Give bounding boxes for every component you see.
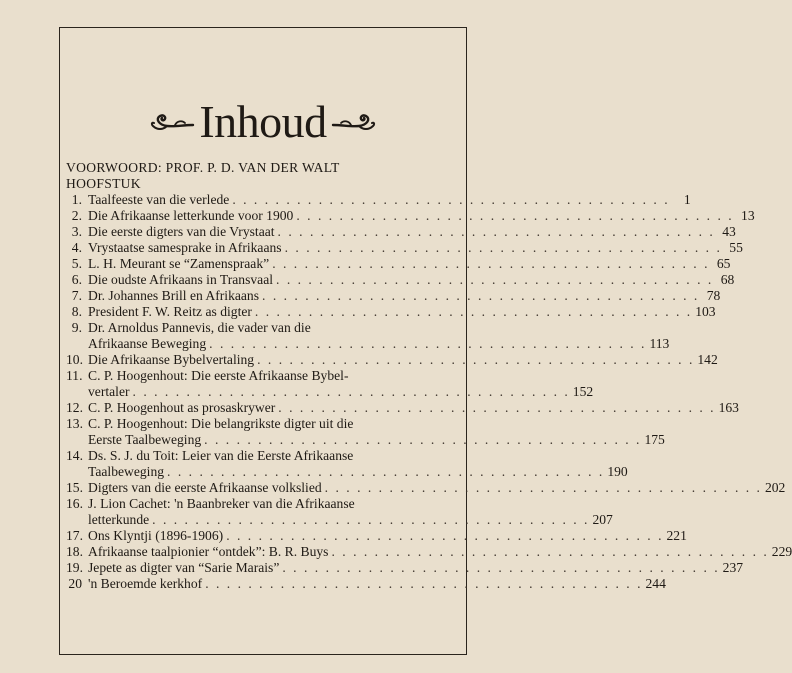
page-number: 244 xyxy=(645,576,666,591)
page-number: 113 xyxy=(649,336,670,351)
toc-entry xyxy=(66,304,716,320)
page-number: 68 xyxy=(720,272,735,287)
chapter-title: C. P. Hoogenhout: Die belangrikste digter uit die xyxy=(88,416,354,431)
toc-entry xyxy=(66,208,755,224)
page-number: 43 xyxy=(722,224,736,239)
chapter-title: L. H. Meurant se “Zamenspraak” xyxy=(88,256,270,271)
chapter-number: 7. xyxy=(71,288,82,303)
toc-entry xyxy=(66,352,718,368)
chapter-entry xyxy=(88,400,739,416)
chapter-entry xyxy=(88,288,720,304)
hoofstuk-label: HOOFSTUK xyxy=(66,176,141,191)
chapter-number: 5. xyxy=(71,256,82,271)
leader-dots: . . . . . . . . . . . . . . . . . . . . . . . . . . . . . . . . . . . . . . . . . xyxy=(257,352,695,367)
chapter-title: Afrikaanse Beweging xyxy=(88,336,207,351)
page-number: 103 xyxy=(695,304,716,319)
chapter-title: Vrystaatse samesprake in Afrikaans xyxy=(88,240,282,255)
page-number: 190 xyxy=(607,464,628,479)
leader-dots: . . . . . . . . . . . . . . . . . . . . . . . . . . . . . . . . . . . . . . . . . xyxy=(278,400,716,415)
chapter-title: Die oudste Afrikaans in Transvaal xyxy=(88,272,274,287)
chapter-number: 2. xyxy=(71,208,82,223)
table-of-contents xyxy=(66,160,792,592)
chapter-entry xyxy=(88,224,736,240)
chapter-title: Die Afrikaanse Bybelvertaling xyxy=(88,352,255,367)
chapter-number: 13. xyxy=(66,416,83,431)
chapter-number: 15. xyxy=(66,480,83,495)
leader-dots: . . . . . . . . . . . . . . . . . . . . . . . . . . . . . . . . . . . . . . . . . xyxy=(204,432,642,447)
leader-dots: . . . . . . . . . . . . . . . . . . . . . . . . . . . . . . . . . . . . . . . . . xyxy=(277,224,715,239)
toc-entry xyxy=(66,416,665,448)
page-number: 221 xyxy=(666,528,687,543)
chapter-entry xyxy=(88,352,718,368)
chapter-title: Dr. Johannes Brill en Afrikaans xyxy=(88,288,260,303)
chapter-title: 'n Beroemde kerkhof xyxy=(88,576,203,591)
chapter-title: letterkunde xyxy=(88,512,150,527)
chapter-number: 8. xyxy=(71,304,82,319)
page-number: 229 xyxy=(771,544,792,559)
chapter-entry xyxy=(88,528,687,544)
right-ornament-icon xyxy=(331,111,377,133)
chapter-entry xyxy=(88,448,628,480)
chapter-title: Ons Klyntji (1896-1906) xyxy=(88,528,224,543)
chapter-title: vertaler xyxy=(88,384,130,399)
chapter-title: Afrikaanse taalpionier “ontdek”: B. R. Buys xyxy=(88,544,329,559)
leader-dots: . . . . . . . . . . . . . . . . . . . . . . . . . . . . . . . . . . . . . . . . . xyxy=(226,528,664,543)
toc-entries xyxy=(66,192,792,592)
chapter-title: Ds. S. J. du Toit: Leier van die Eerste Afrikaanse xyxy=(88,448,354,463)
leader-dots: . . . . . . . . . . . . . . . . . . . . . . . . . . . . . . . . . . . . . . . . . xyxy=(276,272,714,287)
leader-dots: . . . . . . . . . . . . . . . . . . . . . . . . . . . . . . . . . . . . . . . . . xyxy=(132,384,570,399)
chapter-title: Taalfeeste van die verlede xyxy=(88,192,230,207)
toc-entry xyxy=(66,256,731,272)
chapter-entry xyxy=(88,304,716,320)
page-number: 13 xyxy=(741,208,755,223)
page-number: 55 xyxy=(729,240,743,255)
toc-entry xyxy=(66,544,792,560)
page-number: 175 xyxy=(644,432,665,447)
page-number: 163 xyxy=(718,400,739,415)
chapter-entry xyxy=(88,576,666,592)
leader-dots: . . . . . . . . . . . . . . . . . . . . . . . . . . . . . . . . . . . . . . . . . xyxy=(272,256,710,271)
page-title: Inhoud xyxy=(199,96,327,147)
leader-dots: . . . . . . . . . . . . . . . . . . . . . . . . . . . . . . . . . . . . . . . . . xyxy=(296,208,734,223)
chapter-number: 18. xyxy=(66,544,83,559)
page-number: 65 xyxy=(716,256,731,271)
chapter-title: Eerste Taalbeweging xyxy=(88,432,202,447)
chapter-title: C. P. Hoogenhout as prosaskrywer xyxy=(88,400,276,415)
chapter-title: C. P. Hoogenhout: Die eerste Afrikaanse Bybel- xyxy=(88,368,349,383)
page-number: 152 xyxy=(572,384,594,399)
page-number: 78 xyxy=(706,288,721,303)
toc-entry xyxy=(66,320,670,352)
toc-entry xyxy=(66,448,628,480)
chapter-number: 1. xyxy=(71,192,82,207)
toc-entry xyxy=(66,480,786,496)
leader-dots: . . . . . . . . . . . . . . . . . . . . . . . . . . . . . . . . . . . . . . . . . xyxy=(282,560,720,575)
page-number: 1 xyxy=(683,192,691,207)
chapter-number: 9. xyxy=(71,320,82,335)
chapter-number: 3. xyxy=(71,224,82,239)
toc-entry xyxy=(66,528,687,544)
chapter-number: 11. xyxy=(66,368,83,383)
chapter-number: 12. xyxy=(66,400,83,415)
chapter-title: Taalbeweging xyxy=(88,464,165,479)
leader-dots: . . . . . . . . . . . . . . . . . . . . . . . . . . . . . . . . . . . . . . . . . xyxy=(254,304,693,319)
leader-dots: . . . . . . . . . . . . . . . . . . . . . . . . . . . . . . . . . . . . . . . . . xyxy=(209,336,647,351)
chapter-number: 19. xyxy=(66,560,83,575)
toc-entry xyxy=(66,576,666,592)
chapter-title: Digters van die eerste Afrikaanse volkslied xyxy=(88,480,322,495)
chapter-entry xyxy=(88,208,755,224)
chapter-title: J. Lion Cachet: 'n Baanbreker van die Afrikaanse xyxy=(88,496,355,511)
chapter-number: 6. xyxy=(71,272,82,287)
page-number: 202 xyxy=(764,480,786,495)
toc-entry xyxy=(66,240,743,256)
chapter-entry xyxy=(88,272,734,288)
chapter-number: 16. xyxy=(66,496,83,511)
chapter-number: 4. xyxy=(71,240,82,255)
chapter-entry xyxy=(88,256,730,272)
toc-entry xyxy=(66,192,691,208)
leader-dots: . . . . . . . . . . . . . . . . . . . . . . . . . . . . . . . . . . . . . . . . . xyxy=(205,576,643,591)
page-number: 142 xyxy=(697,352,718,367)
chapter-title: Jepete as digter van “Sarie Marais” xyxy=(88,560,280,575)
leader-dots: . . . . . . . . . . . . . . . . . . . . . . . . . . . . . . . . . . . . . . . . . xyxy=(152,512,590,527)
toc-entry xyxy=(66,400,739,416)
chapter-number: 17. xyxy=(66,528,83,543)
leader-dots: . . . . . . . . . . . . . . . . . . . . . . . . . . . . . . . . . . . . . . . . . xyxy=(262,288,700,303)
chapter-entry xyxy=(88,240,743,256)
leader-dots: . . . . . . . . . . . . . . . . . . . . . . . . . . . . . . . . . . . . . . . . . xyxy=(324,480,762,495)
toc-entry xyxy=(66,368,594,400)
toc-entry xyxy=(66,560,744,576)
chapter-entry xyxy=(88,480,785,496)
chapter-number: 20 xyxy=(68,576,82,591)
chapter-title: Die Afrikaanse letterkunde voor 1900 xyxy=(88,208,294,223)
chapter-number: 14. xyxy=(66,448,83,463)
chapter-number: 10. xyxy=(66,352,83,367)
chapter-entry xyxy=(88,416,665,448)
chapter-entry xyxy=(88,560,743,576)
toc-entry xyxy=(66,496,613,528)
chapter-entry xyxy=(88,368,593,400)
chapter-entry xyxy=(88,544,792,560)
page-number: 237 xyxy=(722,560,744,575)
chapter-title: Dr. Arnoldus Pannevis, die vader van die xyxy=(88,320,311,335)
chapter-entry xyxy=(88,192,691,208)
leader-dots: . . . . . . . . . . . . . . . . . . . . . . . . . . . . . . . . . . . . . . . . . xyxy=(232,192,670,207)
chapter-entry xyxy=(88,320,669,352)
chapter-entry xyxy=(88,496,613,528)
voorwoord-line: VOORWOORD: PROF. P. D. VAN DER WALT xyxy=(66,160,340,175)
left-ornament-icon xyxy=(149,111,195,133)
heading-block xyxy=(59,92,467,152)
leader-dots: . . . . . . . . . . . . . . . . . . . . . . . . . . . . . . . . . . . . . . . . . xyxy=(167,464,605,479)
toc-entry xyxy=(66,224,736,240)
leader-dots: . . . . . . . . . . . . . . . . . . . . . . . . . . . . . . . . . . . . . . . . . xyxy=(284,240,722,255)
toc-entry xyxy=(66,288,721,304)
chapter-title: Die eerste digters van die Vrystaat xyxy=(88,224,275,239)
chapter-title: President F. W. Reitz as digter xyxy=(88,304,252,319)
leader-dots: . . . . . . . . . . . . . . . . . . . . . . . . . . . . . . . . . . . . . . . . . xyxy=(331,544,769,559)
toc-entry xyxy=(66,272,735,288)
page-number: 207 xyxy=(592,512,613,527)
